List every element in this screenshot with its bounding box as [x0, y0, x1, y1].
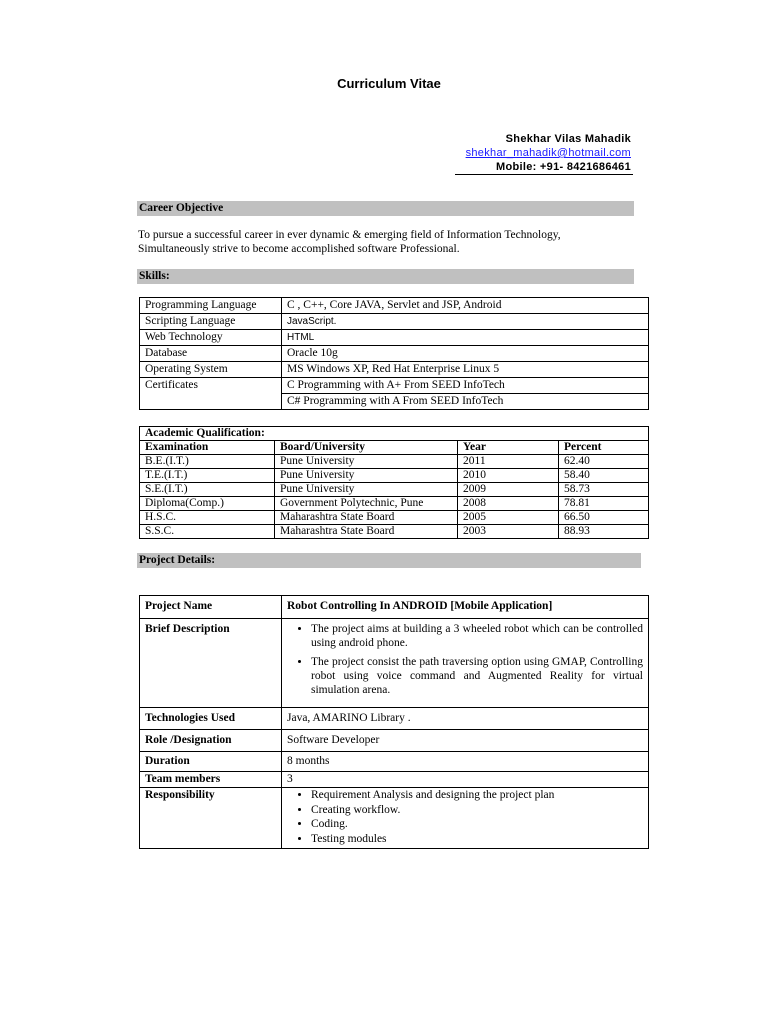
objective-line-2: Simultaneously strive to become accomplished software Professional. — [138, 243, 460, 255]
table-cell: 2003 — [458, 525, 559, 539]
brief-description-value — [282, 619, 649, 708]
table-cell: 58.73 — [559, 483, 649, 497]
list-item: • Testing modules — [311, 832, 643, 847]
list-item: • Creating workflow. — [311, 803, 643, 818]
table-row — [140, 314, 649, 330]
table-cell: Pune University — [275, 483, 458, 497]
team-members-value: 3 — [282, 772, 649, 788]
list-item: • Requirement Analysis and designing the project plan — [311, 788, 643, 803]
table-row — [140, 708, 649, 730]
list-item: • The project aims at building a 3 wheeled robot which can be controlled using android phone. — [311, 622, 643, 650]
list-item: • Coding. — [311, 817, 643, 832]
table-row — [140, 469, 649, 483]
table-row — [140, 483, 649, 497]
technologies-label: Technologies Used — [140, 708, 282, 730]
contact-divider — [455, 174, 633, 175]
table-cell: 78.81 — [559, 497, 649, 511]
table-row — [140, 772, 649, 788]
career-objective-heading: Career Objective — [137, 201, 634, 216]
skill-value: C , C++, Core JAVA, Servlet and JSP, Android — [282, 298, 649, 314]
duration-value: 8 months — [282, 752, 649, 772]
table-cell: S.E.(I.T.) — [140, 483, 275, 497]
table-cell: Pune University — [275, 469, 458, 483]
table-row — [140, 378, 649, 394]
list-item: • The project consist the path traversing option using GMAP, Controlling robot using voice command and Augmented Reality for virtual simulation arena. — [311, 655, 643, 697]
brief-description-label: Brief Description — [140, 619, 282, 708]
contact-block — [466, 132, 631, 174]
table-row — [140, 752, 649, 772]
skill-label: Certificates — [140, 378, 282, 410]
skill-label: Web Technology — [140, 330, 282, 346]
responsibility-label: Responsibility — [140, 788, 282, 849]
email-link[interactable]: shekhar_mahadik@hotmail.com — [465, 147, 631, 159]
column-header: Percent — [559, 441, 649, 455]
table-row — [140, 788, 649, 849]
duration-label: Duration — [140, 752, 282, 772]
table-cell: Maharashtra State Board — [275, 525, 458, 539]
table-cell: 2009 — [458, 483, 559, 497]
table-row — [140, 455, 649, 469]
table-cell: 62.40 — [559, 455, 649, 469]
skill-value: JavaScript. — [282, 314, 649, 330]
skill-value: MS Windows XP, Red Hat Enterprise Linux 5 — [282, 362, 649, 378]
technologies-value: Java, AMARINO Library . — [282, 708, 649, 730]
table-row — [140, 525, 649, 539]
table-cell: 2010 — [458, 469, 559, 483]
document-title: Curriculum Vitae — [337, 76, 441, 91]
column-header: Year — [458, 441, 559, 455]
table-cell: S.S.C. — [140, 525, 275, 539]
project-details-heading: Project Details: — [137, 553, 641, 568]
team-members-label: Team members — [140, 772, 282, 788]
column-header: Examination — [140, 441, 275, 455]
table-cell: 88.93 — [559, 525, 649, 539]
table-cell: Diploma(Comp.) — [140, 497, 275, 511]
table-row — [140, 427, 649, 441]
skill-value: C Programming with A+ From SEED InfoTech — [282, 378, 649, 394]
table-cell: 58.40 — [559, 469, 649, 483]
responsibility-value — [282, 788, 649, 849]
table-header-row — [140, 441, 649, 455]
project-name-label: Project Name — [140, 596, 282, 619]
table-cell: 2005 — [458, 511, 559, 525]
role-value: Software Developer — [282, 730, 649, 752]
table-row — [140, 730, 649, 752]
table-row — [140, 346, 649, 362]
role-label: Role /Designation — [140, 730, 282, 752]
skill-label: Programming Language — [140, 298, 282, 314]
table-cell: Pune University — [275, 455, 458, 469]
skills-heading: Skills: — [137, 269, 634, 284]
academic-heading: Academic Qualification: — [140, 427, 649, 441]
skill-label: Database — [140, 346, 282, 362]
column-header: Board/University — [275, 441, 458, 455]
project-table — [139, 595, 649, 849]
candidate-name: Shekhar Vilas Mahadik — [505, 133, 631, 145]
objective-line-1: To pursue a successful career in ever dynamic & emerging field of Information Technology, — [138, 229, 561, 241]
table-row — [140, 298, 649, 314]
table-row — [140, 362, 649, 378]
skills-table — [139, 297, 649, 410]
project-name-value: Robot Controlling In ANDROID [Mobile Application] — [282, 596, 649, 619]
table-row — [140, 511, 649, 525]
table-cell: Maharashtra State Board — [275, 511, 458, 525]
skill-value: C# Programming with A From SEED InfoTech — [282, 394, 649, 410]
career-objective-text — [138, 228, 638, 256]
table-cell: 66.50 — [559, 511, 649, 525]
table-cell: 2008 — [458, 497, 559, 511]
skill-value: HTML — [282, 330, 649, 346]
table-cell: T.E.(I.T.) — [140, 469, 275, 483]
academic-table — [139, 426, 649, 539]
table-row — [140, 497, 649, 511]
table-row — [140, 330, 649, 346]
table-cell: B.E.(I.T.) — [140, 455, 275, 469]
mobile-number: Mobile: +91- 8421686461 — [495, 161, 631, 173]
skill-label: Operating System — [140, 362, 282, 378]
table-cell: Government Polytechnic, Pune — [275, 497, 458, 511]
table-cell: H.S.C. — [140, 511, 275, 525]
skill-value: Oracle 10g — [282, 346, 649, 362]
table-cell: 2011 — [458, 455, 559, 469]
table-row — [140, 619, 649, 708]
skill-label: Scripting Language — [140, 314, 282, 330]
table-row — [140, 596, 649, 619]
